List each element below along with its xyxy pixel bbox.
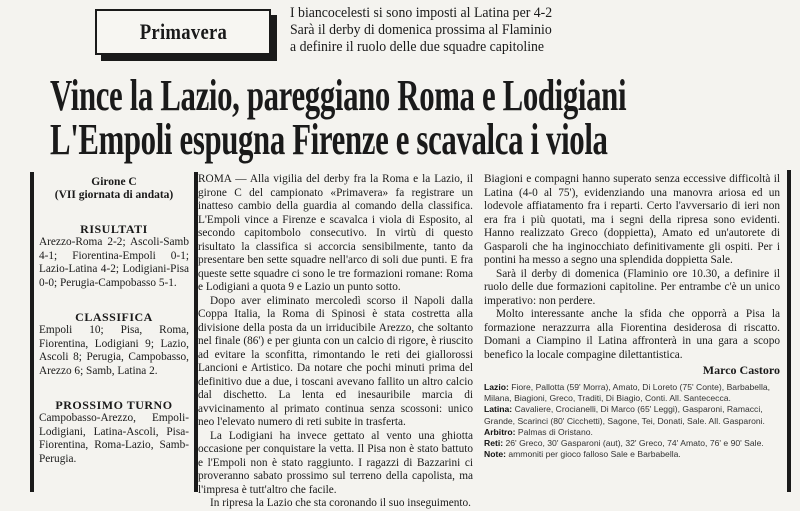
article-paragraph: Sarà il derby di domenica (Flaminio ore 10.30, a definire il ruolo delle due formazioni capitoline. Per entrambe c'è un unico imperativo: non perdere. xyxy=(484,267,780,307)
lineup-label: Reti: xyxy=(484,438,504,449)
lineup-entry xyxy=(484,382,780,404)
lineup-label: Note: xyxy=(484,449,506,460)
lineup-entry xyxy=(484,438,780,449)
lineup-label: Latina: xyxy=(484,404,513,415)
byline: Marco Castoro xyxy=(702,363,780,377)
lineup-entry xyxy=(484,427,780,438)
article-paragraph: Biagioni e compagni hanno superato senza eccessive difficoltà il Latina (4-0 al 75'), evidenziando una manovra ariosa ed un lodevole affiatamento fra i reparti. Certo l'avversario di ieri non era fra i più quotati, ma i segni della ripresa sono evidenti. Hanno realizzato Greco (doppietta), Amato ed un'autorete di Gasparoli che ha inginocchiato definitivamente gli ospiti. Per i pontini ha messo a segno una splendida doppietta Sale. xyxy=(484,173,780,266)
headline-line: Vince la Lazio, pareggiano Roma e Lodigiani xyxy=(50,71,627,120)
article-paragraph: Molto interessante anche la sfida che opporrà a Pisa la formazione nerazzurra alla Fiorentina desiderosa di riscatto. Domani a Ciampino il Latina affronterà in una gara a scopo benefico la locale compagine dilettantistica. xyxy=(484,308,780,361)
lineup-text: ammoniti per gioco falloso Sale e Barbabella. xyxy=(508,449,681,460)
section-kicker: Primavera xyxy=(139,19,227,44)
lineup-label: Arbitro: xyxy=(484,426,516,437)
article-column-2 xyxy=(484,173,780,378)
article-paragraph: ROMA — Alla vigilia del derby fra la Roma e la Lazio, il girone C del campionato «Primavera» fa registrare un inatteso cambio della guardia al comando della classifica. L'Empoli vince a Firenze e scavalca i viola di Esposito, al secondo capitombolo consecutivo. In virtù di questo risultato la classifica si accorcia sensibilmente, tanto da presentare ben sette squadre nell'arco di soli due punti. E fra queste sette squadre ci sono le tre formazioni romane: Roma e Lodigiani a quota 9 e Lazio un punto sotto. xyxy=(198,173,473,293)
group-title: Girone C xyxy=(91,176,137,188)
section-kicker-box xyxy=(95,9,271,55)
article-paragraph: In ripresa la Lazio che sta coronando il suo inseguimento. xyxy=(210,497,472,509)
article-paragraph: Dopo aver eliminato mercoledì scorso il Napoli dalla Coppa Italia, la Roma di Spinosi è stata costretta alla divisione della posta da un irriducibile Arezzo, che soltanto nel finale (86') e per giunta con un calcio di rigore, è riuscito ad evitare la sconfitta, rimontando le reti dei giallorossi Lancioni e Artistico. Da notare che pochi minuti prima del definitivo due a due, i toscani avevano fallito un altro calcio dal dischetto. La lenta ed inesauribile marcia di avvicinamento al primato continua senza scossoni: unico neo l'elevato numero di reti subite in trasferta. xyxy=(198,294,473,428)
lineup-entry xyxy=(484,449,780,460)
match-lineups xyxy=(484,382,780,460)
headline xyxy=(50,71,790,164)
deck-line: a definire il ruolo delle due squadre capitoline xyxy=(290,39,545,55)
next-round-heading: PROSSIMO TURNO xyxy=(55,398,173,412)
results-heading: RISULTATI xyxy=(80,222,148,236)
deck-line: Sarà il derby di domenica prossima al Flaminio xyxy=(290,22,552,38)
lineup-label: Lazio: xyxy=(484,382,509,392)
deck xyxy=(290,5,650,56)
headline-line: L'Empoli espugna Firenze e scavalca i viola xyxy=(50,115,608,164)
next-round-text: Campobasso-Arezzo, Empoli-Lodigiani, Latina-Ascoli, Pisa-Fiorentina, Roma-Lazio, Samb-Perugia. xyxy=(39,412,189,465)
lineup-entry xyxy=(484,404,780,426)
results-text: Arezzo-Roma 2-2; Ascoli-Samb 4-1; Fiorentina-Empoli 0-1; Lazio-Latina 4-2; Lodigiani-Pisa 0-0; Perugia-Campobasso 5-1. xyxy=(39,236,189,289)
standings-heading: CLASSIFICA xyxy=(75,310,153,324)
article-column-1 xyxy=(198,173,473,511)
article-paragraph: La Lodigiani ha invece gettato al vento una ghiotta occasione per conquistare la vetta. Il Pisa non è stato battuto e l'Empoli non è stato raggiunto. I ragazzi di Bazzarini ci proveranno sabato prossimo sul terreno della capolista, ma l'impresa è tutt'altro che facile. xyxy=(198,429,473,496)
deck-line: I biancocelesti si sono imposti al Latina per 4-2 xyxy=(290,5,553,21)
lineup-text: Palmas di Oristano. xyxy=(517,426,593,437)
standings-text: Empoli 10; Pisa, Roma, Fiorentina, Lodigiani 9; Lazio, Ascoli 8; Perugia, Campobasso, Arezzo 6; Samb, Latina 2. xyxy=(39,324,189,377)
lineup-text: Fiore, Pallotta (59' Morra), Amato, Di Loreto (75' Conte), Barbabella, Milana, Biagioni, Greco, Traditi, Di Biagio, Conti. All. Santececca. xyxy=(484,382,771,404)
round-title: (VII giornata di andata) xyxy=(54,189,174,201)
column-rule xyxy=(787,170,791,492)
results-sidebar xyxy=(30,172,198,492)
lineup-text: 26' Greco, 30' Gasparoni (aut), 32' Greco, 74' Amato, 76' e 90' Sale. xyxy=(505,438,764,449)
lineup-text: Cavaliere, Crocianelli, Di Marco (65' Leggi), Gasparoni, Ramacci, Grande, Scarinci (80' Cicchetti), Sagone, Tei, Donati, Sale. All. Gasparoni. xyxy=(484,404,765,426)
